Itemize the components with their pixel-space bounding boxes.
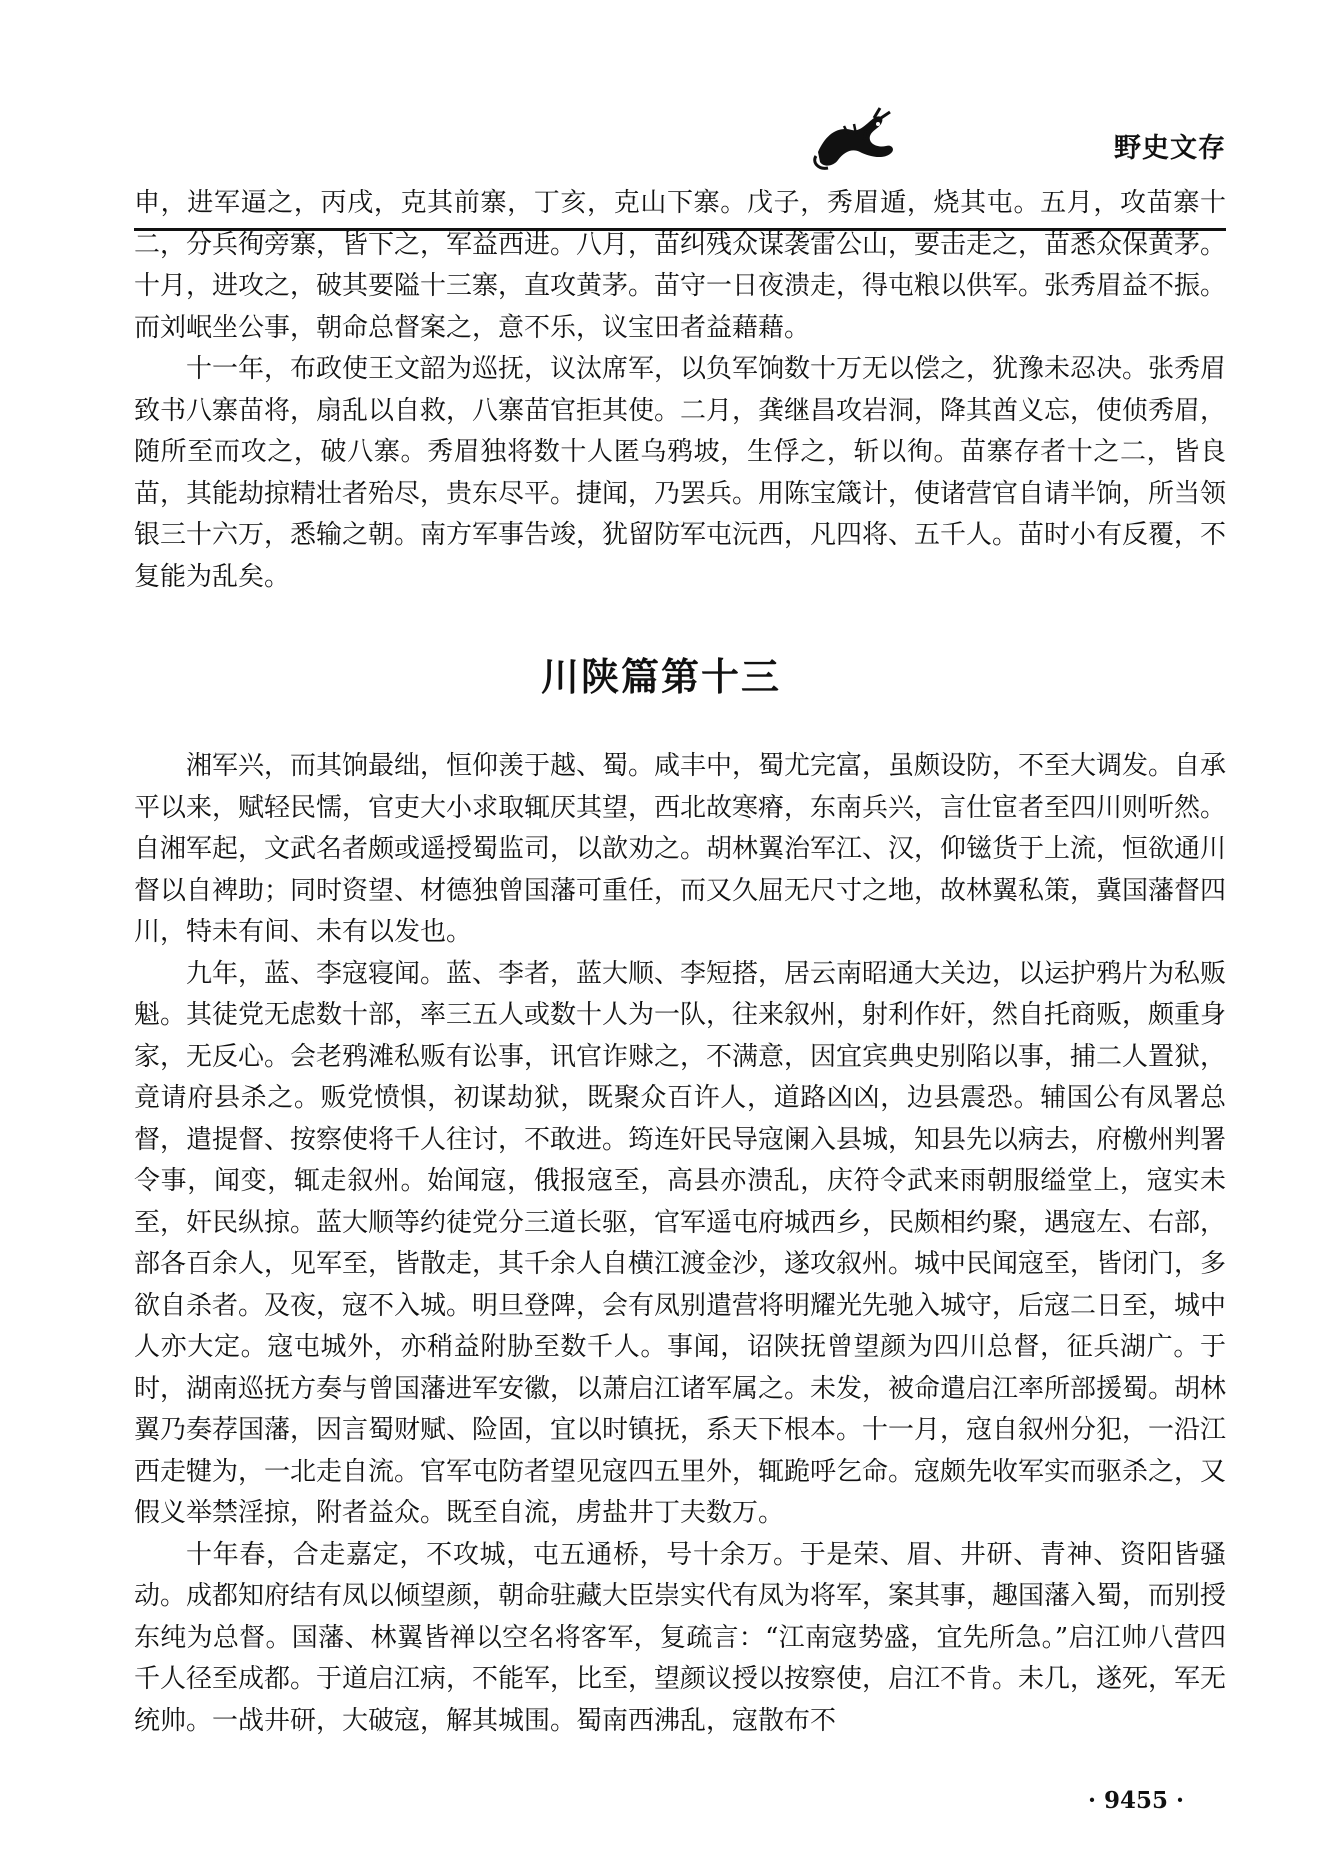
section-paragraph-2: 九年，蓝、李寇寝闻。蓝、李者，蓝大顺、李短搭，居云南昭通大关边，以运护鸦片为私贩魁。其徒党无虑数十部，率三五人或数十人为一队，往来叙州，射利作奸，然自托商贩，颇重身家，无反心。会老鸦滩私贩有讼事，讯官诈赇之，不满意，因宜宾典史别陷以事，捕二人置狱，竟请府县杀之。贩党愤惧，初谋劫狱，既聚众百许人，道路凶凶，边县震恐。辅国公有凤署总督，遣提督、按察使将千人往讨，不敢进。筠连奸民导寇阑入县城，知县先以病去，府檄州判署令事，闻变，辄走叙州。始闻寇，俄报寇至，高县亦溃乱，庆符令武来雨朝服缢堂上，寇实未至，奸民纵掠。蓝大顺等约徒党分三道长驱，官军遥屯府城西乡，民颇相约聚，遇寇左、右部，部各百余人，见军至，皆散走，其千余人自横江渡金沙，遂攻叙州。城中民闻寇至，皆闭门，多欲自杀者。及夜，寇不入城。明旦登陴，会有凤别遣营将明耀光先驰入城守，后寇二日至，城中人亦大定。寇屯城外，亦稍益附胁至数千人。事闻，诏陕抚曾望颜为四川总督，征兵湖广。于时，湖南巡抚方奏与曾国藩进军安徽，以萧启江诸军属之。未发，被命遣启江率所部援蜀。胡林翼乃奏荐国藩，因言蜀财赋、险固，宜以时镇抚，系天下根本。十一月，寇自叙州分犯，一沿江西走犍为，一北走自流。官军屯防者望见寇四五里外，辄跪呼乞命。寇颇先收军实而驱杀之，又假义举禁淫掠，附者益众。既至自流，虏盐井丁夫数万。 <box>134 958 1227 1528</box>
top-text-block <box>134 183 1226 598</box>
top-paragraph-1: 申，进军逼之，丙戌，克其前寨，丁亥，克山下寨。戊子，秀眉遁，烧其屯。五月，攻苗寨十二，分兵徇旁寨，皆下之，军益西进。八月，苗纠残众谋袭雷公山，要击走之，苗悉众保黄茅。十月，进攻之，破其要隘十三寨，直攻黄茅。苗守一日夜溃走，得屯粮以供军。张秀眉益不振。而刘岷坐公事，朝命总督案之，意不乐，议宝田者益藉藉。 <box>134 188 1227 343</box>
section-paragraph-3: 十年春，合走嘉定，不攻城，屯五通桥，号十余万。于是荣、眉、井研、青神、资阳皆骚动。成都知府结有凤以倾望颜，朝命驻藏大臣崇实代有凤为将军，案其事，趣国藩入蜀，而别授东纯为总督。国藩、林翼皆禅以空名将客军，复疏言：“江南寇势盛，宜先所急。”启江帅八营四千人径至成都。于道启江病，不能军，比至，望颜议授以按察使，启江不肯。未几，遂死，军无统帅。一战井研，大破寇，解其城围。蜀南西沸乱，寇散布不 <box>134 1539 1227 1736</box>
series-title: 野史文存 <box>1114 133 1226 164</box>
page-header <box>0 60 1322 180</box>
section-paragraph-1: 湘军兴，而其饷最绌，恒仰羡于越、蜀。咸丰中，蜀尤完富，虽颇设防，不至大调发。自承平以来，赋轻民懦，官吏大小求取辄厌其望，西北故寒瘠，东南兵兴，言仕宦者至四川则听然。自湘军起，文武名者颇或遥授蜀监司，以歆劝之。胡林翼治军江、汉，仰镃货于上流，恒欲通川督以自裨助；同时资望、材德独曾国藩可重任，而又久屈无尺寸之地，故林翼私策，冀国藩督四川，特未有间、未有以发也。 <box>134 751 1227 947</box>
top-paragraph-2: 十一年，布政使王文韶为巡抚，议汰席军，以负军饷数十万无以偿之，犹豫未忍决。张秀眉致书八寨苗将，扇乱以自救，八寨苗官拒其使。二月，龚继昌攻岩洞，降其酋义忘，使侦秀眉，随所至而攻之，破八寨。秀眉独将数十人匿乌鸦坡，生俘之，斩以徇。苗寨存者十之二，皆良苗，其能劫掠精壮者殆尽，贵东尽平。捷闻，乃罢兵。用陈宝箴计，使诸营官自请半饷，所当领银三十六万，悉输之朝。南方军事告竣，犹留防军屯沅西，凡四将、五千人。苗时小有反覆，不复能为乱矣。 <box>134 354 1227 592</box>
page-number: · 9455 · <box>1087 1787 1184 1814</box>
section-text-block <box>134 746 1226 1742</box>
section-title: 川陕篇第十三 <box>540 655 781 699</box>
dragon-logo-icon <box>808 104 900 174</box>
